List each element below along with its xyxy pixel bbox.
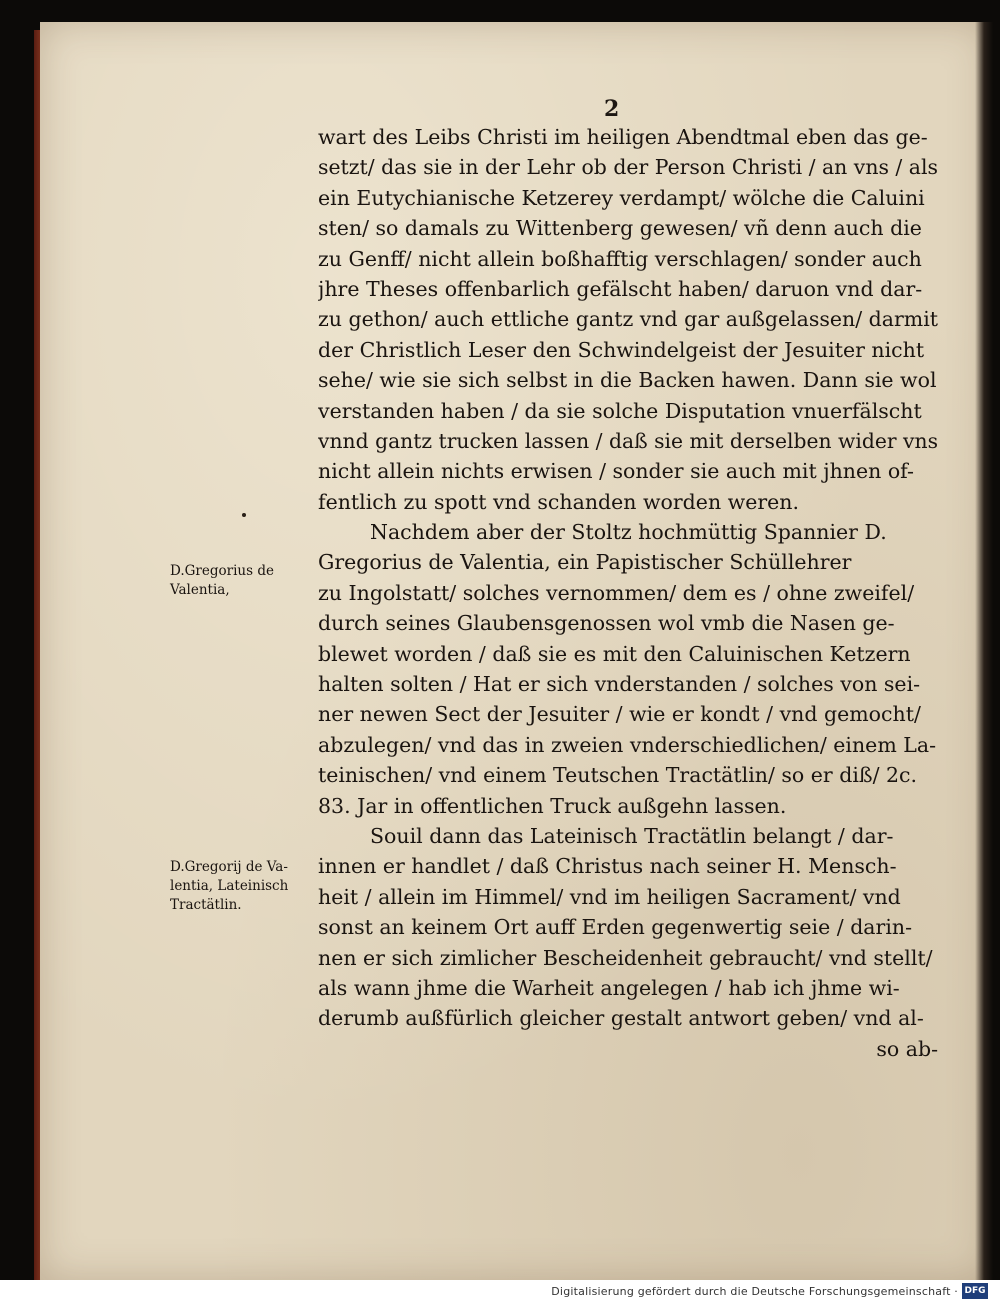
margin-note-line: D.Gregorij de Va- — [170, 859, 288, 875]
text-line: Gregorius de Valentia, ein Papistischer Schüllehrer — [318, 550, 852, 575]
margin-note-line: Tractätlin. — [170, 897, 242, 913]
text-line: nicht allein nichts erwisen / sonder sie auch mit jhnen of- — [318, 459, 914, 484]
margin-note-line: lentia, Lateinisch — [170, 878, 289, 894]
text-line: durch seines Glaubensgenossen wol vmb die Nasen ge- — [318, 611, 895, 636]
text-line: ein Eutychianische Ketzerey verdampt/ wölche die Caluini — [318, 185, 925, 210]
text-line: als wann jhme die Warheit angelegen / hab ich jhme wi- — [318, 975, 900, 1000]
page-shadow-edge — [975, 22, 993, 1280]
text-line: nen er sich zimlicher Bescheidenheit gebraucht/ vnd stellt/ — [318, 945, 933, 970]
text-line: derumb außfürlich gleicher gestalt antwort geben/ vnd al- — [318, 1006, 924, 1031]
paragraph-start-line: Souil dann das Lateinisch Tractätlin belangt / dar- — [370, 823, 894, 848]
paragraph-start-line: Nachdem aber der Stoltz hochmüttig Spannier D. — [370, 520, 887, 545]
text-line: der Christlich Leser den Schwindelgeist der Jesuiter nicht — [318, 337, 925, 362]
margin-note-gregorius — [170, 562, 320, 600]
text-line: jhre Theses offenbarlich gefälscht haben/ daruon vnd dar- — [318, 276, 923, 301]
page-number: 2 — [604, 96, 620, 122]
text-line: halten solten / Hat er sich vnderstanden / solches von sei- — [318, 672, 921, 697]
text-line: blewet worden / daß sie es mit den Caluinischen Ketzern — [318, 641, 911, 666]
text-line: verstanden haben / da sie solche Disputation vnuerfälscht — [318, 398, 922, 423]
text-line: zu gethon/ auch ettliche gantz vnd gar außgelassen/ darmit — [318, 307, 938, 332]
text-line: 83. Jar in offentlichen Truck außgehn lassen. — [318, 793, 787, 818]
footer-credit-text: Digitalisierung gefördert durch die Deutsche Forschungsgemeinschaft — [551, 1285, 951, 1298]
margin-note-line: Valentia, — [170, 582, 230, 598]
text-line: zu Ingolstatt/ solches vernommen/ dem es / ohne zweifel/ — [318, 580, 915, 605]
text-line: sonst an keinem Ort auff Erden gegenwertig seie / darin- — [318, 915, 913, 940]
footer-separator: · — [954, 1285, 958, 1298]
margin-note-tractaetlin — [170, 858, 320, 915]
text-line: innen er handlet / daß Christus nach seiner H. Mensch- — [318, 854, 897, 879]
margin-note-line: D.Gregorius de — [170, 563, 274, 579]
margin-mark — [242, 513, 246, 517]
text-line: setzt/ das sie in der Lehr ob der Person Christi / an vns / als — [318, 155, 938, 180]
text-line: sehe/ wie sie sich selbst in die Backen hawen. Dann sie wol — [318, 368, 937, 393]
text-line: abzulegen/ vnd das in zweien vnderschiedlichen/ einem La- — [318, 732, 937, 757]
catchword-line: so ab- — [876, 1036, 938, 1061]
text-line: fentlich zu spott vnd schanden worden weren. — [318, 489, 799, 514]
text-line: sten/ so damals zu Wittenberg gewesen/ vñ denn auch die — [318, 216, 922, 241]
text-line: zu Genff/ nicht allein boßhafftig verschlagen/ sonder auch — [318, 246, 922, 271]
text-line: heit / allein im Himmel/ vnd im heiligen Sacrament/ vnd — [318, 884, 901, 909]
text-line: ner newen Sect der Jesuiter / wie er kondt / vnd gemocht/ — [318, 702, 921, 727]
main-text-block — [318, 122, 938, 1064]
footer-credit — [551, 1285, 958, 1298]
text-line: vnnd gantz trucken lassen / daß sie mit derselben wider vns — [318, 428, 938, 453]
text-line: teinischen/ vnd einem Teutschen Tractätlin/ so er diß/ 2c. — [318, 763, 918, 788]
dfg-logo-icon: DFG — [962, 1283, 988, 1299]
text-line: wart des Leibs Christi im heiligen Abendtmal eben das ge- — [318, 125, 928, 149]
